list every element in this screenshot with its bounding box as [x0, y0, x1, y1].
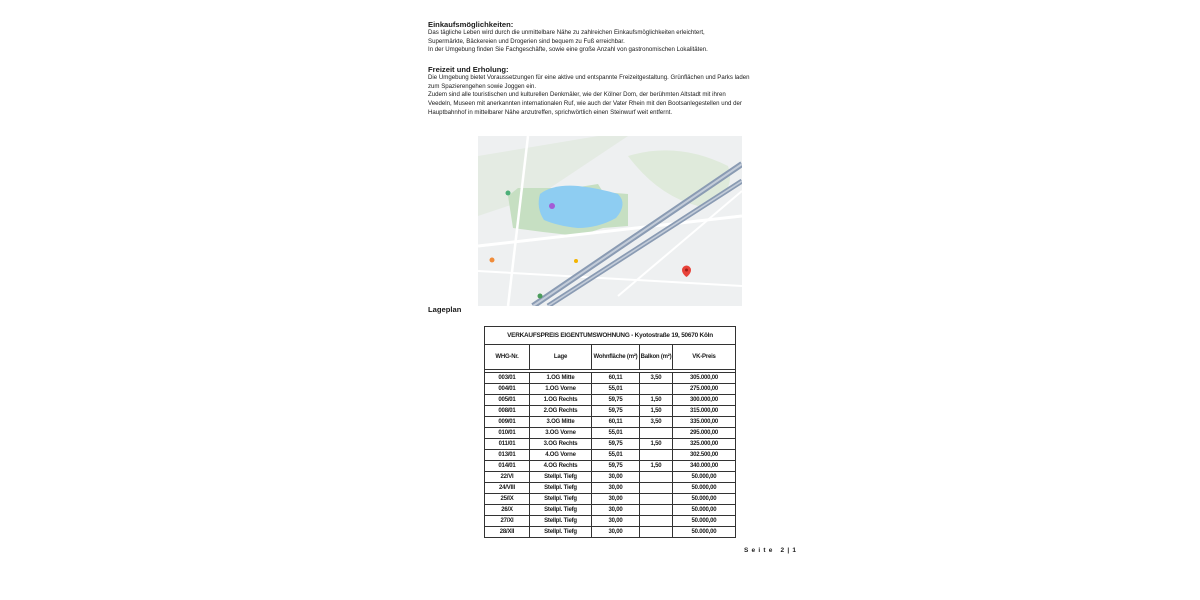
table-cell: 30,00 — [592, 494, 640, 505]
table-cell: 3.OG Vorne — [530, 428, 592, 439]
table-row — [485, 461, 736, 472]
table-cell: Stellpl. Tiefg — [530, 483, 592, 494]
table-cell: 1,50 — [640, 461, 673, 472]
table-cell: 3,50 — [640, 417, 673, 428]
price-table — [484, 326, 736, 538]
table-cell: 26/X — [485, 505, 530, 516]
price-table-container — [484, 326, 736, 536]
table-cell: 003/01 — [485, 373, 530, 384]
table-cell: Stellpl. Tiefg — [530, 472, 592, 483]
table-cell: 50.000,00 — [673, 516, 736, 527]
table-cell: 59,75 — [592, 439, 640, 450]
table-cell: Stellpl. Tiefg — [530, 505, 592, 516]
table-cell: 275.000,00 — [673, 384, 736, 395]
table-cell: 1,50 — [640, 406, 673, 417]
table-row — [485, 384, 736, 395]
table-title: VERKAUFSPREIS EIGENTUMSWOHNUNG - Kyotostraße 19, 50670 Köln — [485, 327, 736, 345]
leisure-heading: Freizeit und Erholung: — [428, 65, 509, 74]
table-cell: 1.OG Mitte — [530, 373, 592, 384]
table-row — [485, 406, 736, 417]
table-row — [485, 505, 736, 516]
shopping-section — [428, 20, 798, 55]
table-cell: 30,00 — [592, 483, 640, 494]
location-pin-dot — [685, 269, 688, 272]
table-cell: 55,01 — [592, 428, 640, 439]
shopping-line: In der Umgebung finden Sie Fachgeschäfte, sowie eine große Anzahl von gastronomischen Lokalitäten. — [428, 46, 708, 54]
table-cell: 340.000,00 — [673, 461, 736, 472]
table-cell: 3.OG Rechts — [530, 439, 592, 450]
shopping-heading: Einkaufsmöglichkeiten: — [428, 20, 514, 29]
table-cell: 30,00 — [592, 527, 640, 538]
table-cell: 25/IX — [485, 494, 530, 505]
table-cell: 50.000,00 — [673, 505, 736, 516]
table-cell: Stellpl. Tiefg — [530, 494, 592, 505]
table-row — [485, 516, 736, 527]
table-cell: 59,75 — [592, 395, 640, 406]
table-cell: 315.000,00 — [673, 406, 736, 417]
table-cell: 24/VIII — [485, 483, 530, 494]
table-row — [485, 527, 736, 538]
poi-icon — [549, 203, 555, 209]
location-map — [478, 136, 742, 306]
table-cell — [640, 450, 673, 461]
leisure-line: Veedeln, Museen mit anerkannten internationalen Ruf, wie auch der Vater Rhein mit den Bootsanlegestellen und der — [428, 100, 742, 108]
map-caption: Lageplan — [428, 305, 462, 314]
table-cell: 3,50 — [640, 373, 673, 384]
table-cell: 30,00 — [592, 505, 640, 516]
table-cell — [640, 483, 673, 494]
table-cell: 1,50 — [640, 395, 673, 406]
table-cell: 325.000,00 — [673, 439, 736, 450]
table-cell: 305.000,00 — [673, 373, 736, 384]
table-cell: 010/01 — [485, 428, 530, 439]
table-cell: 013/01 — [485, 450, 530, 461]
column-header: WHG-Nr. — [485, 345, 530, 370]
table-cell: 335.000,00 — [673, 417, 736, 428]
table-cell: Stellpl. Tiefg — [530, 516, 592, 527]
table-cell: 009/01 — [485, 417, 530, 428]
table-cell: 1.OG Vorne — [530, 384, 592, 395]
table-cell — [640, 384, 673, 395]
table-cell: Stellpl. Tiefg — [530, 527, 592, 538]
table-cell: 22/VI — [485, 472, 530, 483]
column-header: Lage — [530, 345, 592, 370]
table-cell: 50.000,00 — [673, 527, 736, 538]
table-cell: 302.500,00 — [673, 450, 736, 461]
table-cell: 2.OG Rechts — [530, 406, 592, 417]
column-header: Wohnfläche (m²) — [592, 345, 640, 370]
table-cell: 1.OG Rechts — [530, 395, 592, 406]
table-cell: 50.000,00 — [673, 483, 736, 494]
table-cell: 4.OG Vorne — [530, 450, 592, 461]
table-cell: 55,01 — [592, 384, 640, 395]
leisure-line: Hauptbahnhof in mittelbarer Nähe anzutreffen, sprichwörtlich einen Steinwurf weit entfernt. — [428, 108, 673, 116]
table-cell: 59,75 — [592, 406, 640, 417]
table-cell — [640, 428, 673, 439]
leisure-line: zum Spazierengehen sowie Joggen ein. — [428, 82, 537, 90]
table-header-row — [485, 345, 736, 370]
table-cell: 60,11 — [592, 373, 640, 384]
table-cell — [640, 527, 673, 538]
table-cell: 3.OG Mitte — [530, 417, 592, 428]
table-row — [485, 373, 736, 384]
table-row — [485, 494, 736, 505]
table-cell: 28/XII — [485, 527, 530, 538]
poi-icon — [490, 258, 495, 263]
table-cell: 011/01 — [485, 439, 530, 450]
column-header: VK-Preis — [673, 345, 736, 370]
table-row — [485, 428, 736, 439]
table-cell: 1,50 — [640, 439, 673, 450]
table-cell: 50.000,00 — [673, 494, 736, 505]
table-cell: 295.000,00 — [673, 428, 736, 439]
poi-icon — [538, 294, 543, 299]
shopping-line: Supermärkte, Bäckereien und Drogerien sind bequem zu Fuß erreichbar. — [428, 37, 625, 45]
table-cell: 30,00 — [592, 472, 640, 483]
table-cell: 004/01 — [485, 384, 530, 395]
shopping-line: Das tägliche Leben wird durch die unmittelbare Nähe zu zahlreichen Einkaufsmöglichkeiten erleichtert, — [428, 29, 705, 36]
table-row — [485, 472, 736, 483]
table-cell: 55,01 — [592, 450, 640, 461]
table-cell — [640, 516, 673, 527]
table-cell — [640, 472, 673, 483]
table-cell: 4.OG Rechts — [530, 461, 592, 472]
column-header: Balkon (m²) — [640, 345, 673, 370]
leisure-line: Die Umgebung bietet Voraussetzungen für eine aktive und entspannte Freizeitgestaltung. Grünflächen und Parks laden — [428, 74, 750, 81]
table-row — [485, 483, 736, 494]
table-cell — [640, 505, 673, 516]
table-cell — [640, 494, 673, 505]
map-graphic — [478, 136, 742, 306]
leisure-line: Zudem sind alle touristischen und kulturellen Denkmäler, wie der Kölner Dom, der berühmten Altstadt mit ihren — [428, 91, 726, 99]
table-row — [485, 395, 736, 406]
poi-icon — [574, 259, 578, 263]
poi-icon — [506, 191, 511, 196]
table-cell: 50.000,00 — [673, 472, 736, 483]
page-number: Seite 2|1 — [744, 547, 800, 554]
table-cell: 014/01 — [485, 461, 530, 472]
table-row — [485, 439, 736, 450]
table-cell: 59,75 — [592, 461, 640, 472]
table-row — [485, 417, 736, 428]
table-cell: 30,00 — [592, 516, 640, 527]
table-cell: 60,11 — [592, 417, 640, 428]
table-cell: 27/XI — [485, 516, 530, 527]
leisure-section — [428, 65, 798, 118]
table-row — [485, 450, 736, 461]
table-cell: 300.000,00 — [673, 395, 736, 406]
table-cell: 005/01 — [485, 395, 530, 406]
table-cell: 008/01 — [485, 406, 530, 417]
